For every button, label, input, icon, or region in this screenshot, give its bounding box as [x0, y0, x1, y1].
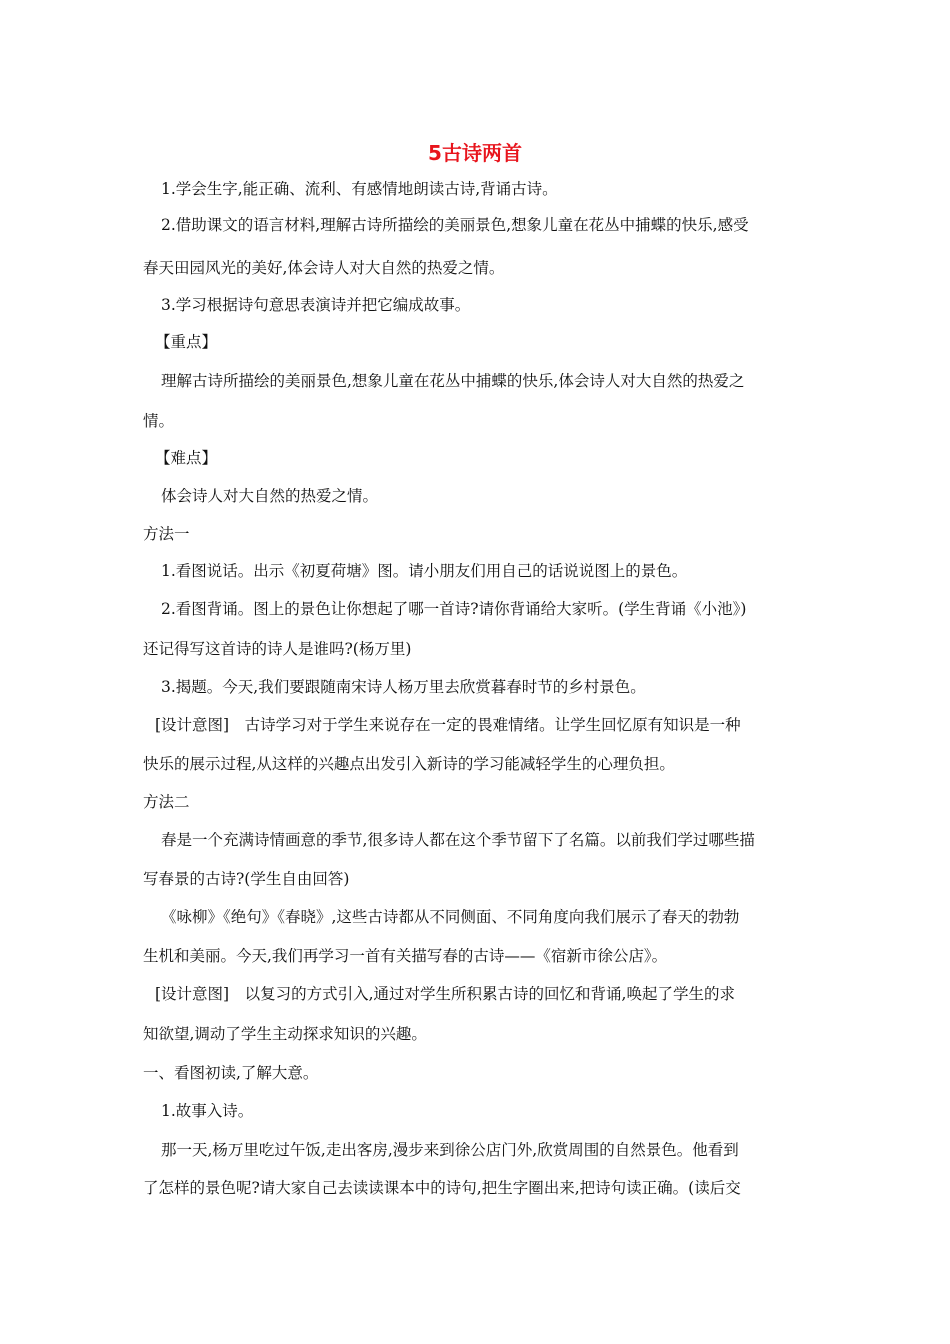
text-line: 那一天,杨万里吃过午饭,走出客房,漫步来到徐公店门外,欣赏周围的自然景色。他看到 — [161, 1141, 739, 1159]
text-line: [设计意图] 以复习的方式引入,通过对学生所积累古诗的回忆和背诵,唤起了学生的求 — [155, 985, 735, 1003]
text-line: 1.学会生字,能正确、流利、有感情地朗读古诗,背诵古诗。 — [161, 180, 558, 198]
text-line: 1.看图说话。出示《初夏荷塘》图。请小朋友们用自己的话说说图上的景色。 — [161, 562, 688, 580]
text-line: 情。 — [143, 412, 175, 430]
text-line: 1.故事入诗。 — [161, 1102, 254, 1120]
text-line: [设计意图] 古诗学习对于学生来说存在一定的畏难情绪。让学生回忆原有知识是一种 — [155, 716, 741, 734]
text-line: 3.揭题。今天,我们要跟随南宋诗人杨万里去欣赏暮春时节的乡村景色。 — [161, 678, 646, 696]
section-heading: 方法二 — [143, 793, 190, 811]
text-line: 快乐的展示过程,从这样的兴趣点出发引入新诗的学习能减轻学生的心理负担。 — [143, 755, 675, 773]
text-line: 生机和美丽。今天,我们再学习一首有关描写春的古诗——《宿新市徐公店》。 — [143, 947, 668, 965]
text-line: 3.学习根据诗句意思表演诗并把它编成故事。 — [161, 296, 471, 314]
text-line: 春天田园风光的美好,体会诗人对大自然的热爱之情。 — [143, 259, 505, 277]
text-line: 《咏柳》《绝句》《春晓》,这些古诗都从不同侧面、不同角度向我们展示了春天的勃勃 — [161, 908, 740, 926]
text-line: 2.看图背诵。图上的景色让你想起了哪一首诗?请你背诵给大家听。(学生背诵《小池》) — [161, 600, 747, 618]
document-title: 5古诗两首 — [428, 141, 522, 165]
section-heading: 方法一 — [143, 525, 190, 543]
text-line: 知欲望,调动了学生主动探求知识的兴趣。 — [143, 1025, 427, 1043]
section-heading: 【重点】 — [155, 333, 218, 351]
text-line: 体会诗人对大自然的热爱之情。 — [161, 487, 379, 505]
text-line: 2.借助课文的语言材料,理解古诗所描绘的美丽景色,想象儿童在花丛中捕蝶的快乐,感受 — [161, 216, 749, 234]
text-line: 写春景的古诗?(学生自由回答) — [143, 870, 350, 888]
text-line: 还记得写这首诗的诗人是谁吗?(杨万里) — [143, 640, 412, 658]
text-line: 了怎样的景色呢?请大家自己去读读课本中的诗句,把生字圈出来,把诗句读正确。(读后交 — [143, 1179, 741, 1197]
section-heading: 一、看图初读,了解大意。 — [143, 1064, 319, 1082]
text-line: 理解古诗所描绘的美丽景色,想象儿童在花丛中捕蝶的快乐,体会诗人对大自然的热爱之 — [161, 372, 745, 390]
section-heading: 【难点】 — [155, 449, 218, 467]
text-line: 春是一个充满诗情画意的季节,很多诗人都在这个季节留下了名篇。以前我们学过哪些描 — [161, 831, 755, 849]
